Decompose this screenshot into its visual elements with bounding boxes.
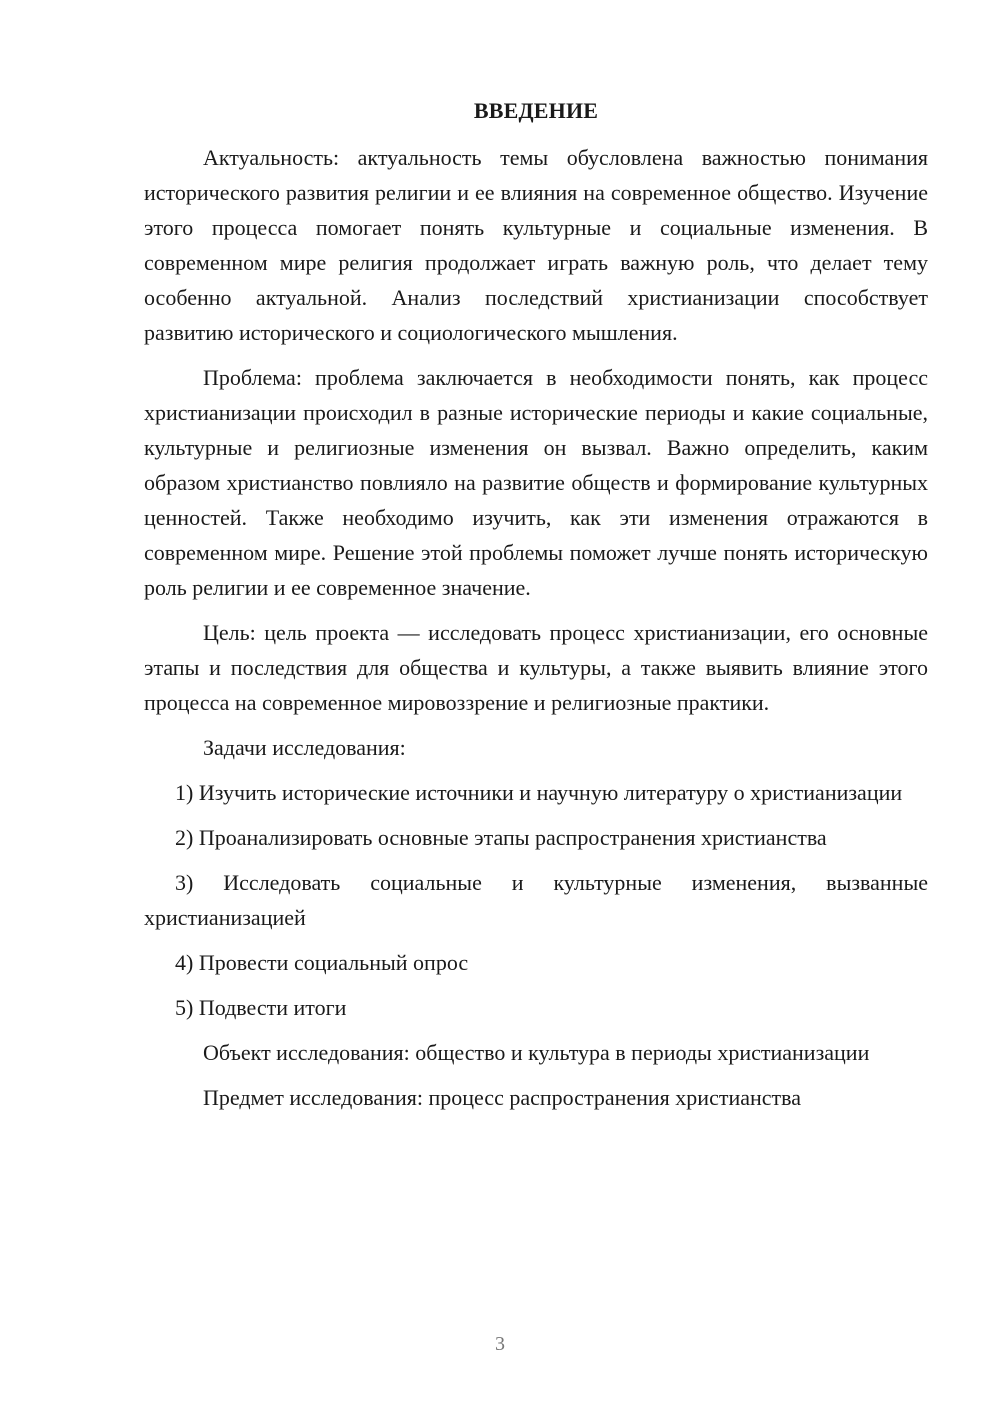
- task-item: 5) Подвести итоги: [175, 995, 347, 1020]
- task-item: 4) Провести социальный опрос: [175, 950, 469, 975]
- page-content: [144, 96, 928, 1125]
- page-title: ВВЕДЕНИЕ: [473, 98, 599, 123]
- relevance-paragraph: Актуальность: актуальность темы обусловлена важностью понимания исторического развития религии и ее влияния на современное общество. Изучение этого процесса помогает понять культурные и социальные изменения. В современном мире религия продолжает играть важную роль, что делает тему особенно актуальной. Анализ последствий христианизации способствует развитию исторического и социологического мышления.: [144, 145, 928, 345]
- tasks-list: [144, 775, 928, 1025]
- task-item: 3) Исследовать социальные и культурные изменения, вызванные христианизацией: [144, 870, 928, 930]
- task-item: 1) Изучить исторические источники и научную литературу о христианизации: [175, 780, 903, 805]
- tasks-heading: Задачи исследования:: [203, 735, 406, 760]
- subject-paragraph: Предмет исследования: процесс распространения христианства: [203, 1085, 802, 1110]
- task-item: 2) Проанализировать основные этапы распространения христианства: [175, 825, 827, 850]
- object-paragraph: Объект исследования: общество и культура в периоды христианизации: [203, 1040, 870, 1065]
- page-number: 3: [495, 1333, 505, 1355]
- problem-paragraph: Проблема: проблема заключается в необходимости понять, как процесс христианизации происходил в разные исторические периоды и какие социальные, культурные и религиозные изменения он вызвал. Важно определить, каким образом христианство повлияло на развитие обществ и формирование культурных ценностей. Также необходимо изучить, как эти изменения отражаются в современном мире. Решение этой проблемы поможет лучше понять историческую роль религии и ее современное значение.: [144, 365, 928, 600]
- goal-paragraph: Цель: цель проекта — исследовать процесс христианизации, его основные этапы и последствия для общества и культуры, а также выявить влияние этого процесса на современное мировоззрение и религиозные практики.: [144, 620, 928, 715]
